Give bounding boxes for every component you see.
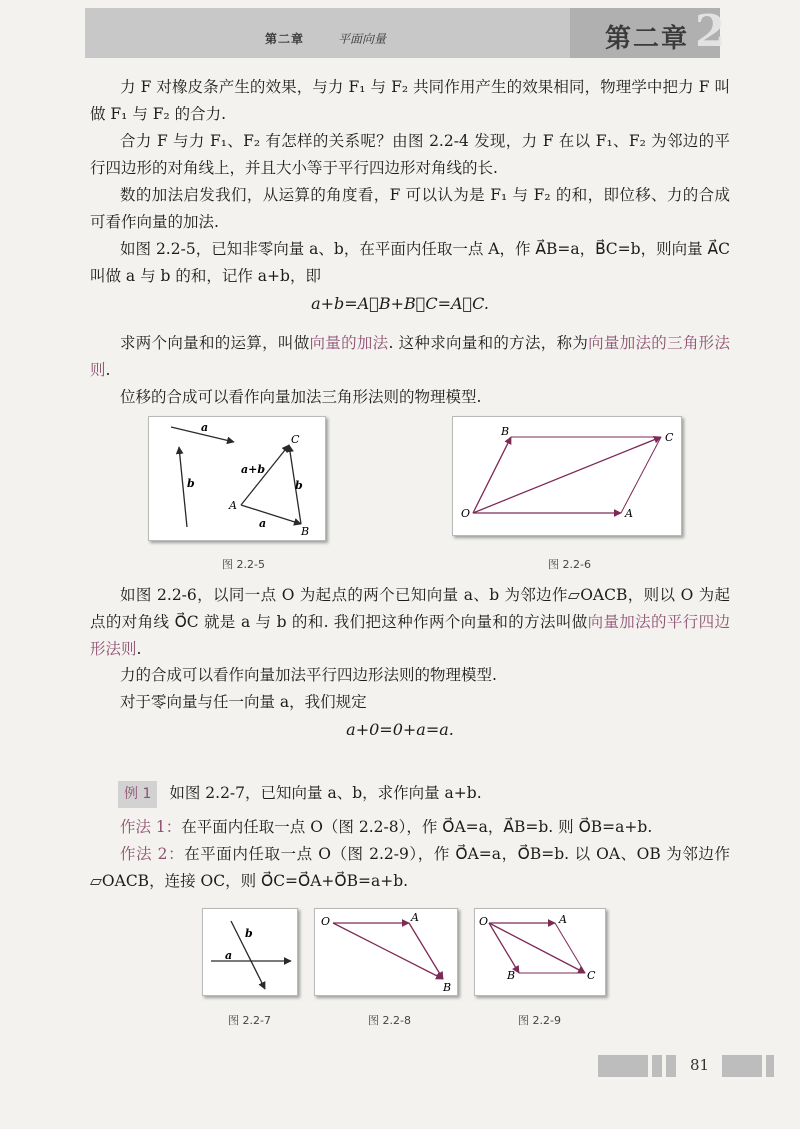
method-1-text: 在平面内任取一点 O（图 2.2-8），作 O⃗A=a，A⃗B=b. 则 O⃗B=a+b. [181,818,653,836]
footer-bar-right [722,1055,762,1077]
paragraph-zero-vector: 对于零向量与任一向量 a，我们规定 [120,693,367,711]
term-vector-addition: 向量的加法 [309,334,389,352]
header-section: 平面向量 [338,32,387,46]
paragraph-resultant-force: 力 F 对橡皮条产生的效果，与力 F₁ 与 F₂ 共同作用产生的效果相同，物理学中把力 F 叫做 F₁ 与 F₂ 的合力. [90,78,730,123]
text-segment: 求两个向量和的运算，叫做 [120,334,310,352]
vector-ab [241,505,301,524]
label-b: b [245,927,253,940]
figure-2-2-8-drawing [315,909,459,997]
label-point-c: C [665,431,674,444]
figure-2-2-9-drawing [475,909,607,997]
text-segment: . 这种求向量和的方法，称为 [388,334,589,352]
term-triangle-rule: 向量加法的三角形法则 [90,334,730,379]
label-a: a [225,949,233,962]
label-point-a: A [229,499,237,512]
term-parallelogram-rule: 向量加法的平行四边形法则 [90,613,730,658]
paragraph-displacement-model: 位移的合成可以看作向量加法三角形法则的物理模型. [120,388,482,406]
vector-ob [473,437,511,513]
figure-2-2-8 [314,908,458,996]
figure-2-2-5-drawing [149,417,327,542]
header-chapter-big: 第二章 [605,24,690,54]
label-point-c: C [291,433,300,446]
figure-2-2-6-drawing [453,417,683,537]
figure-2-2-5 [148,416,326,541]
method-2-label: 作法 2： [120,845,185,863]
label-a-bottom: a [259,517,267,530]
label-point-b: B [301,525,310,538]
text-segment: . [105,361,111,379]
caption-figure-2-2-6: 图 2.2-6 [548,558,591,571]
label-point-o: O [461,507,471,520]
label-point-b: B [443,981,452,994]
paragraph-vector-addition [90,330,730,384]
text-segment: . [136,640,142,658]
label-point-c: C [587,969,596,982]
footer-bar-right-small [766,1055,774,1077]
example-text: 如图 2.2-7，已知向量 a、b，求作向量 a+b. [169,784,482,802]
method-2 [90,841,730,895]
caption-figure-2-2-9: 图 2.2-9 [518,1014,561,1027]
text-segment: 如图 2.2-6，以同一点 O 为起点的两个已知向量 a、b 为邻边作▱OACB，则以 O 为起点的对角线 O⃗C 就是 a 与 b 的和. 我们把这种作两个向量和的方法叫做 [90,586,730,631]
example-1 [118,780,730,808]
header-chapter-number: 2 [695,6,726,57]
paragraph-definition: 如图 2.2-5，已知非零向量 a、b，在平面内任取一点 A，作 A⃗B=a，B⃗C=b，则向量 A⃗C 叫做 a 与 b 的和，记作 a+b，即 [90,240,730,285]
label-point-o: O [321,915,331,928]
chapter-header [85,6,726,58]
figure-2-2-7-drawing [203,909,299,997]
header-chapter: 第二章 [265,32,305,46]
page-number: 81 [690,1056,710,1074]
label-a-plus-b: a+b [241,463,266,476]
paragraph-analogy: 数的加法启发我们，从运算的角度看，F 可以认为是 F₁ 与 F₂ 的和，即位移、力的合成可看作向量的加法. [90,186,730,231]
method-1-label: 作法 1： [120,818,182,836]
label-a-top: a [201,421,209,434]
label-point-b: B [507,969,516,982]
method-1 [90,814,730,841]
method-2-text: 在平面内任取一点 O（图 2.2-9），作 O⃗A=a，O⃗B=b. 以 OA、OB 为邻边作▱OACB，连接 OC，则 O⃗C=O⃗A+O⃗B=a+b. [90,845,730,890]
label-b-left: b [187,477,195,490]
figure-2-2-9 [474,908,606,996]
figure-2-2-7 [202,908,298,996]
formula-zero-vector: a+0=0+a=a. [346,720,454,739]
label-point-a: A [559,913,567,926]
label-point-o: O [479,915,489,928]
caption-figure-2-2-7: 图 2.2-7 [228,1014,271,1027]
vector-b-free [179,447,187,527]
footer-bar-left-small [666,1055,676,1077]
label-point-a: A [411,911,419,924]
example-tag: 例 1 [118,781,157,808]
footer-bar-left-small [652,1055,662,1077]
paragraph-force-model: 力的合成可以看作向量加法平行四边形法则的物理模型. [120,666,497,684]
caption-figure-2-2-8: 图 2.2-8 [368,1014,411,1027]
label-point-b: B [501,425,510,438]
formula-triangle-rule: a+b=A⃗B+B⃗C=A⃗C. [311,294,489,313]
vector-oc [473,437,661,513]
label-b-right: b [295,479,303,492]
figure-2-2-6 [452,416,682,536]
edge-ac [621,437,661,513]
caption-figure-2-2-5: 图 2.2-5 [222,558,265,571]
paragraph-parallelogram [90,582,730,663]
paragraph-relationship: 合力 F 与力 F₁、F₂ 有怎样的关系呢？由图 2.2-4 发现，力 F 在以 F₁、F₂ 为邻边的平行四边形的对角线上，并且大小等于平行四边形对角线的长. [90,132,730,177]
label-point-a: A [625,507,633,520]
footer-bar-left [598,1055,648,1077]
